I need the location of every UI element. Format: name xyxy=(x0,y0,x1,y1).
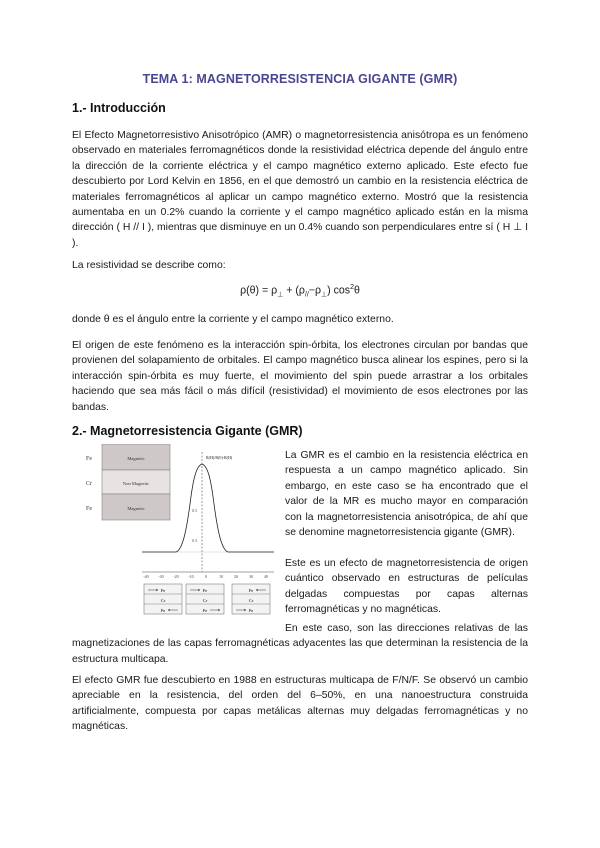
layer-stack-diagram xyxy=(86,444,170,520)
stack-layer: Fe xyxy=(202,588,208,593)
x-tick-label: 10 xyxy=(219,574,223,579)
stack-layer: Fe xyxy=(160,588,166,593)
layer-text-3: Magnetic xyxy=(127,506,145,511)
paragraph-theta-definition: donde θ es el ángulo entre la corriente y el campo magnético externo. xyxy=(72,314,394,325)
document-title: TEMA 1: MAGNETORRESISTENCIA GIGANTE (GMR) xyxy=(142,72,458,86)
layer-label-1: Fe xyxy=(86,456,92,462)
paragraph-spin-orbit: El origen de este fenómeno es la interacción spin-órbita, los electrones circulan por bandas que provienen del solapamiento de orbitales. El campo magnético busca alinear los espines, pero si la interacción spin-órbita es muy fuerte, el movimiento del spin puede arrastrar a los orbitales haciendo que sea más fácil o más difícil (resistividad) el movimiento de esos electrones por las bandas. xyxy=(72,340,528,413)
paragraph-gmr-definition: La GMR es el cambio en la resistencia eléctrica en respuesta a un campo magnético aplicado. Sin embargo, en este caso se ha encontrado que el valor de la MR es mucho mayor en comparación con la magnetorresistencia anisotrópica, de ahí que se denomine magnetorresistencia gigante (GMR). xyxy=(285,450,528,539)
x-tick-label: -10 xyxy=(188,574,194,579)
layer-label-3: Fe xyxy=(86,506,92,512)
layer-label-2: Cr xyxy=(86,481,92,487)
x-tick-labels xyxy=(143,574,268,579)
ytick-label: 0.3 xyxy=(192,538,197,543)
x-tick-label: 20 xyxy=(234,574,238,579)
ytick-label: 0.5 xyxy=(192,508,197,513)
paragraph-gmr-origin: Este es un efecto de magnetorresistencia de origen cuántico observado en estructuras de películas delgadas compuestas por capas alternas ferromagnéticas y no magnéticas. xyxy=(285,558,528,616)
x-tick-label: -20 xyxy=(173,574,179,579)
stack-layer: Fe xyxy=(202,608,208,613)
layer-text-1: Magnetic xyxy=(127,456,145,461)
plot-label: R(H)/R(0)-R(H) xyxy=(206,455,233,460)
resistivity-formula: $\rho(\theta) = \rho_\perp + (\rho_{//}-\rho_\perp)$ $\cos^2\theta$ xyxy=(240,284,360,299)
spin-stack-center xyxy=(186,584,224,614)
x-tick-label: 0 xyxy=(205,574,207,579)
paragraph-resistivity-intro: La resistividad se describe como: xyxy=(72,260,226,271)
x-tick-label: 40 xyxy=(264,574,268,579)
x-tick-label: -40 xyxy=(143,574,149,579)
stack-layer: Fe xyxy=(248,588,254,593)
stack-layer: Fe xyxy=(248,608,254,613)
stack-layer: Cr xyxy=(160,598,166,603)
stack-layer: Cr xyxy=(248,598,254,603)
spin-stack-right xyxy=(232,584,270,614)
section-heading-gmr: 2.- Magnetorresistencia Gigante (GMR) xyxy=(72,424,303,438)
section-heading-introduction: 1.- Introducción xyxy=(72,101,166,115)
stack-layer: Fe xyxy=(160,608,166,613)
x-tick-label: 30 xyxy=(249,574,253,579)
layer-text-2: Non Magnetic xyxy=(122,481,150,486)
paragraph-magnetization-directions: En este caso, son las direcciones relativas de las magnetizaciones de las capas ferromagnéticas adyacentes las que determinan la resistencia de la estructura multicapa. xyxy=(72,623,528,665)
spin-stack-left xyxy=(144,584,182,614)
x-tick-label: -30 xyxy=(158,574,164,579)
stack-layer: Cr xyxy=(202,598,208,603)
paragraph-amr-description: El Efecto Magnetorresistivo Anisotrópico (AMR) o magnetorresistencia anisótropa es un fenómeno observado en materiales ferromagnéticos donde la resistividad eléctrica depende del ángulo entre la dirección de la corriente eléctrica y el campo magnético externo aplicado. Este efecto fue descubierto por Lord Kelvin en 1856, en el que demostró un cambio en la resistencia eléctrica de materiales ferromagnéticos al aplicar un campo magnético externo. Mostró que la resistencia aumentaba en un 0.2% cuando la corriente y el campo magnético aplicado están en la misma dirección ( H // I ), mientras que disminuye en un 0.4% cuando son perpendiculares entre sí ( H ⊥ I ). xyxy=(72,130,528,249)
paragraph-gmr-discovery: El efecto GMR fue descubierto en 1988 en estructuras multicapa de F/N/F. Se observó un cambio apreciable en la resistencia, del orden del 6–50%, en una nanoestructura construida artificialmente, compuesta por capas metálicas alternas muy delgadas ferromagnéticas y no magnéticas. xyxy=(72,675,528,733)
gmr-figure xyxy=(82,444,278,628)
